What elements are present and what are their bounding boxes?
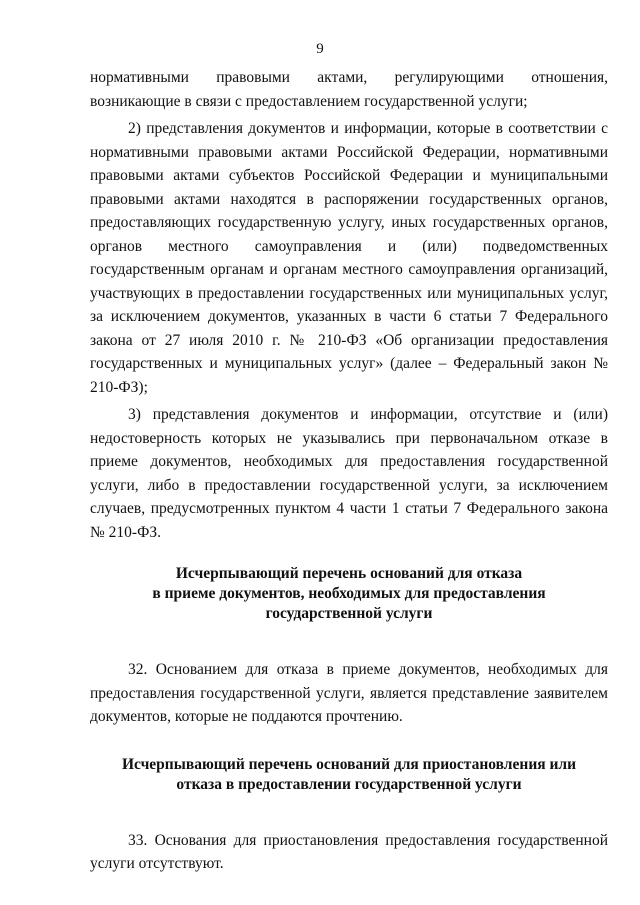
paragraph-32: 32. Основанием для отказа в приеме документов, необходимых для предоставления государственной услуги, является представление заявителем документов, которые не поддаются прочтению. [90,661,608,725]
paragraph-continuation: нормативными правовыми актами, регулирующими отношения, возникающие в связи с предоставлением государственной услуги; [90,69,608,110]
paragraph-33: 33. Основания для приостановления предоставления государственной услуги отсутствуют. [90,831,608,872]
document-body [90,66,608,876]
paragraph-item-2: 2) представления документов и информации, которые в соответствии с нормативными правовыми актами Российской Федерации, нормативными правовыми актами субъектов Российской Федерации и муниципальными правовыми актами находятся в распоряжении государственных органов, предоставляющих государственную услугу, иных государственных органов, органов местного самоуправления и (или) подведомственных государственным органам и органам местного самоуправления организаций, участвующих в предоставлении государственных или муниципальных услуг, за исключением документов, указанных в части 6 статьи 7 Федерального закона от 27 июля 2010 г. № 210-ФЗ «Об организации предоставления государственных и муниципальных услуг» (далее – Федеральный закон № 210-ФЗ); [90,120,608,396]
heading-line: Исчерпывающий перечень оснований для приостановления или [121,755,577,773]
heading-line: Исчерпывающий перечень оснований для отказа [175,565,523,582]
paragraph-item-3: 3) представления документов и информации, отсутствие и (или) недостоверность которых не указывались при первоначальном отказе в приеме документов, необходимых для предоставления государственной услуги, либо в предоставлении государственной услуги, за исключением случаев, предусмотренных пунктом 4 части 1 статьи 7 Федерального закона № 210-ФЗ. [90,406,608,541]
section-heading-suspension-refusal [90,755,608,795]
heading-line: отказа в предоставлении государственной услуги [176,775,522,793]
section-heading-refusal-acceptance [90,564,608,624]
page-number: 9 [316,41,324,57]
heading-line: в приеме документов, необходимых для предоставления [152,585,546,602]
heading-line: государственной услуги [265,605,433,622]
